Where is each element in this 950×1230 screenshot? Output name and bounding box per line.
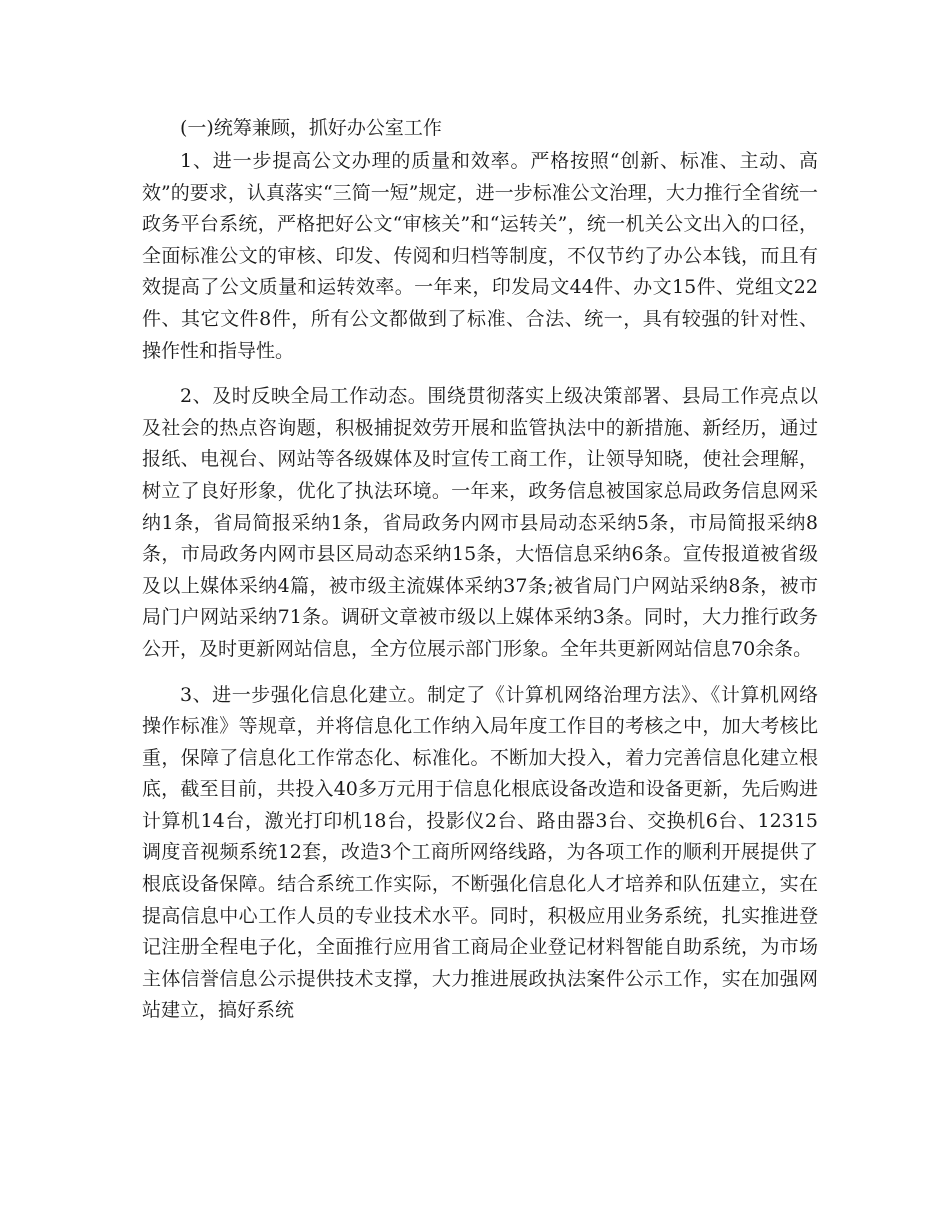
document-page <box>142 114 818 1041</box>
paragraph-document-handling: 1、进一步提高公文办理的质量和效率。严格按照“创新、标准、主动、高效”的要求，认真落实“三简一短”规定，进一步标准公文治理，大力推行全省统一政务平台系统，严格把好公文“审核关”和“运转关”，统一机关公文出入的口径，全面标准公文的审核、印发、传阅和归档等制度，不仅节约了办公本钱，而且有效提高了公文质量和运转效率。一年来，印发局文44件、办文15件、党组文22件、其它文件8件，所有公文都做到了标准、合法、统一，具有较强的针对性、操作性和指导性。 <box>142 150 818 362</box>
paragraph-informatization: 3、进一步强化信息化建立。制定了《计算机网络治理方法》、《计算机网络操作标准》等规章，并将信息化工作纳入局年度工作目的考核之中，加大考核比重，保障了信息化工作常态化、标准化。不断加大投入，着力完善信息化建立根底，截至目前，共投入40多万元用于信息化根底设备改造和设备更新，先后购进计算机14台，激光打印机18台，投影仪2台、路由器3台、交换机6台、12315调度音视频系统12套，改造3个工商所网络线路，为各项工作的顺利开展提供了根底设备保障。结合系统工作实际，不断强化信息化人才培养和队伍建立，实在提高信息中心工作人员的专业技术水平。同时，积极应用业务系统，扎实推进登记注册全程电子化，全面推行应用省工商局企业登记材料智能自助系统，为市场主体信誉信息公示提供技术支撑，大力推进展政执法案件公示工作，实在加强网站建立，搞好系统 <box>142 683 818 1022</box>
paragraph-work-dynamics: 2、及时反映全局工作动态。围绕贯彻落实上级决策部署、县局工作亮点以及社会的热点咨询题，积极捕捉效劳开展和监管执法中的新措施、新经历，通过报纸、电视台、网站等各级媒体及时宣传工商工作，让领导知晓，使社会理解，树立了良好形象，优化了执法环境。一年来，政务信息被国家总局政务信息网采纳1条，省局简报采纳1条，省局政务内网市县局动态采纳5条，市局简报采纳8条，市局政务内网市县区局动态采纳15条，大悟信息采纳6条。宣传报道被省级及以上媒体采纳4篇，被市级主流媒体采纳37条;被省局门户网站采纳8条，被市局门户网站采纳71条。调研文章被市级以上媒体采纳3条。同时，大力推行政务公开，及时更新网站信息，全方位展示部门形象。全年共更新网站信息70余条。 <box>142 385 818 660</box>
section-body <box>142 146 818 1027</box>
section-heading: (一)统筹兼顾，抓好办公室工作 <box>180 117 442 139</box>
